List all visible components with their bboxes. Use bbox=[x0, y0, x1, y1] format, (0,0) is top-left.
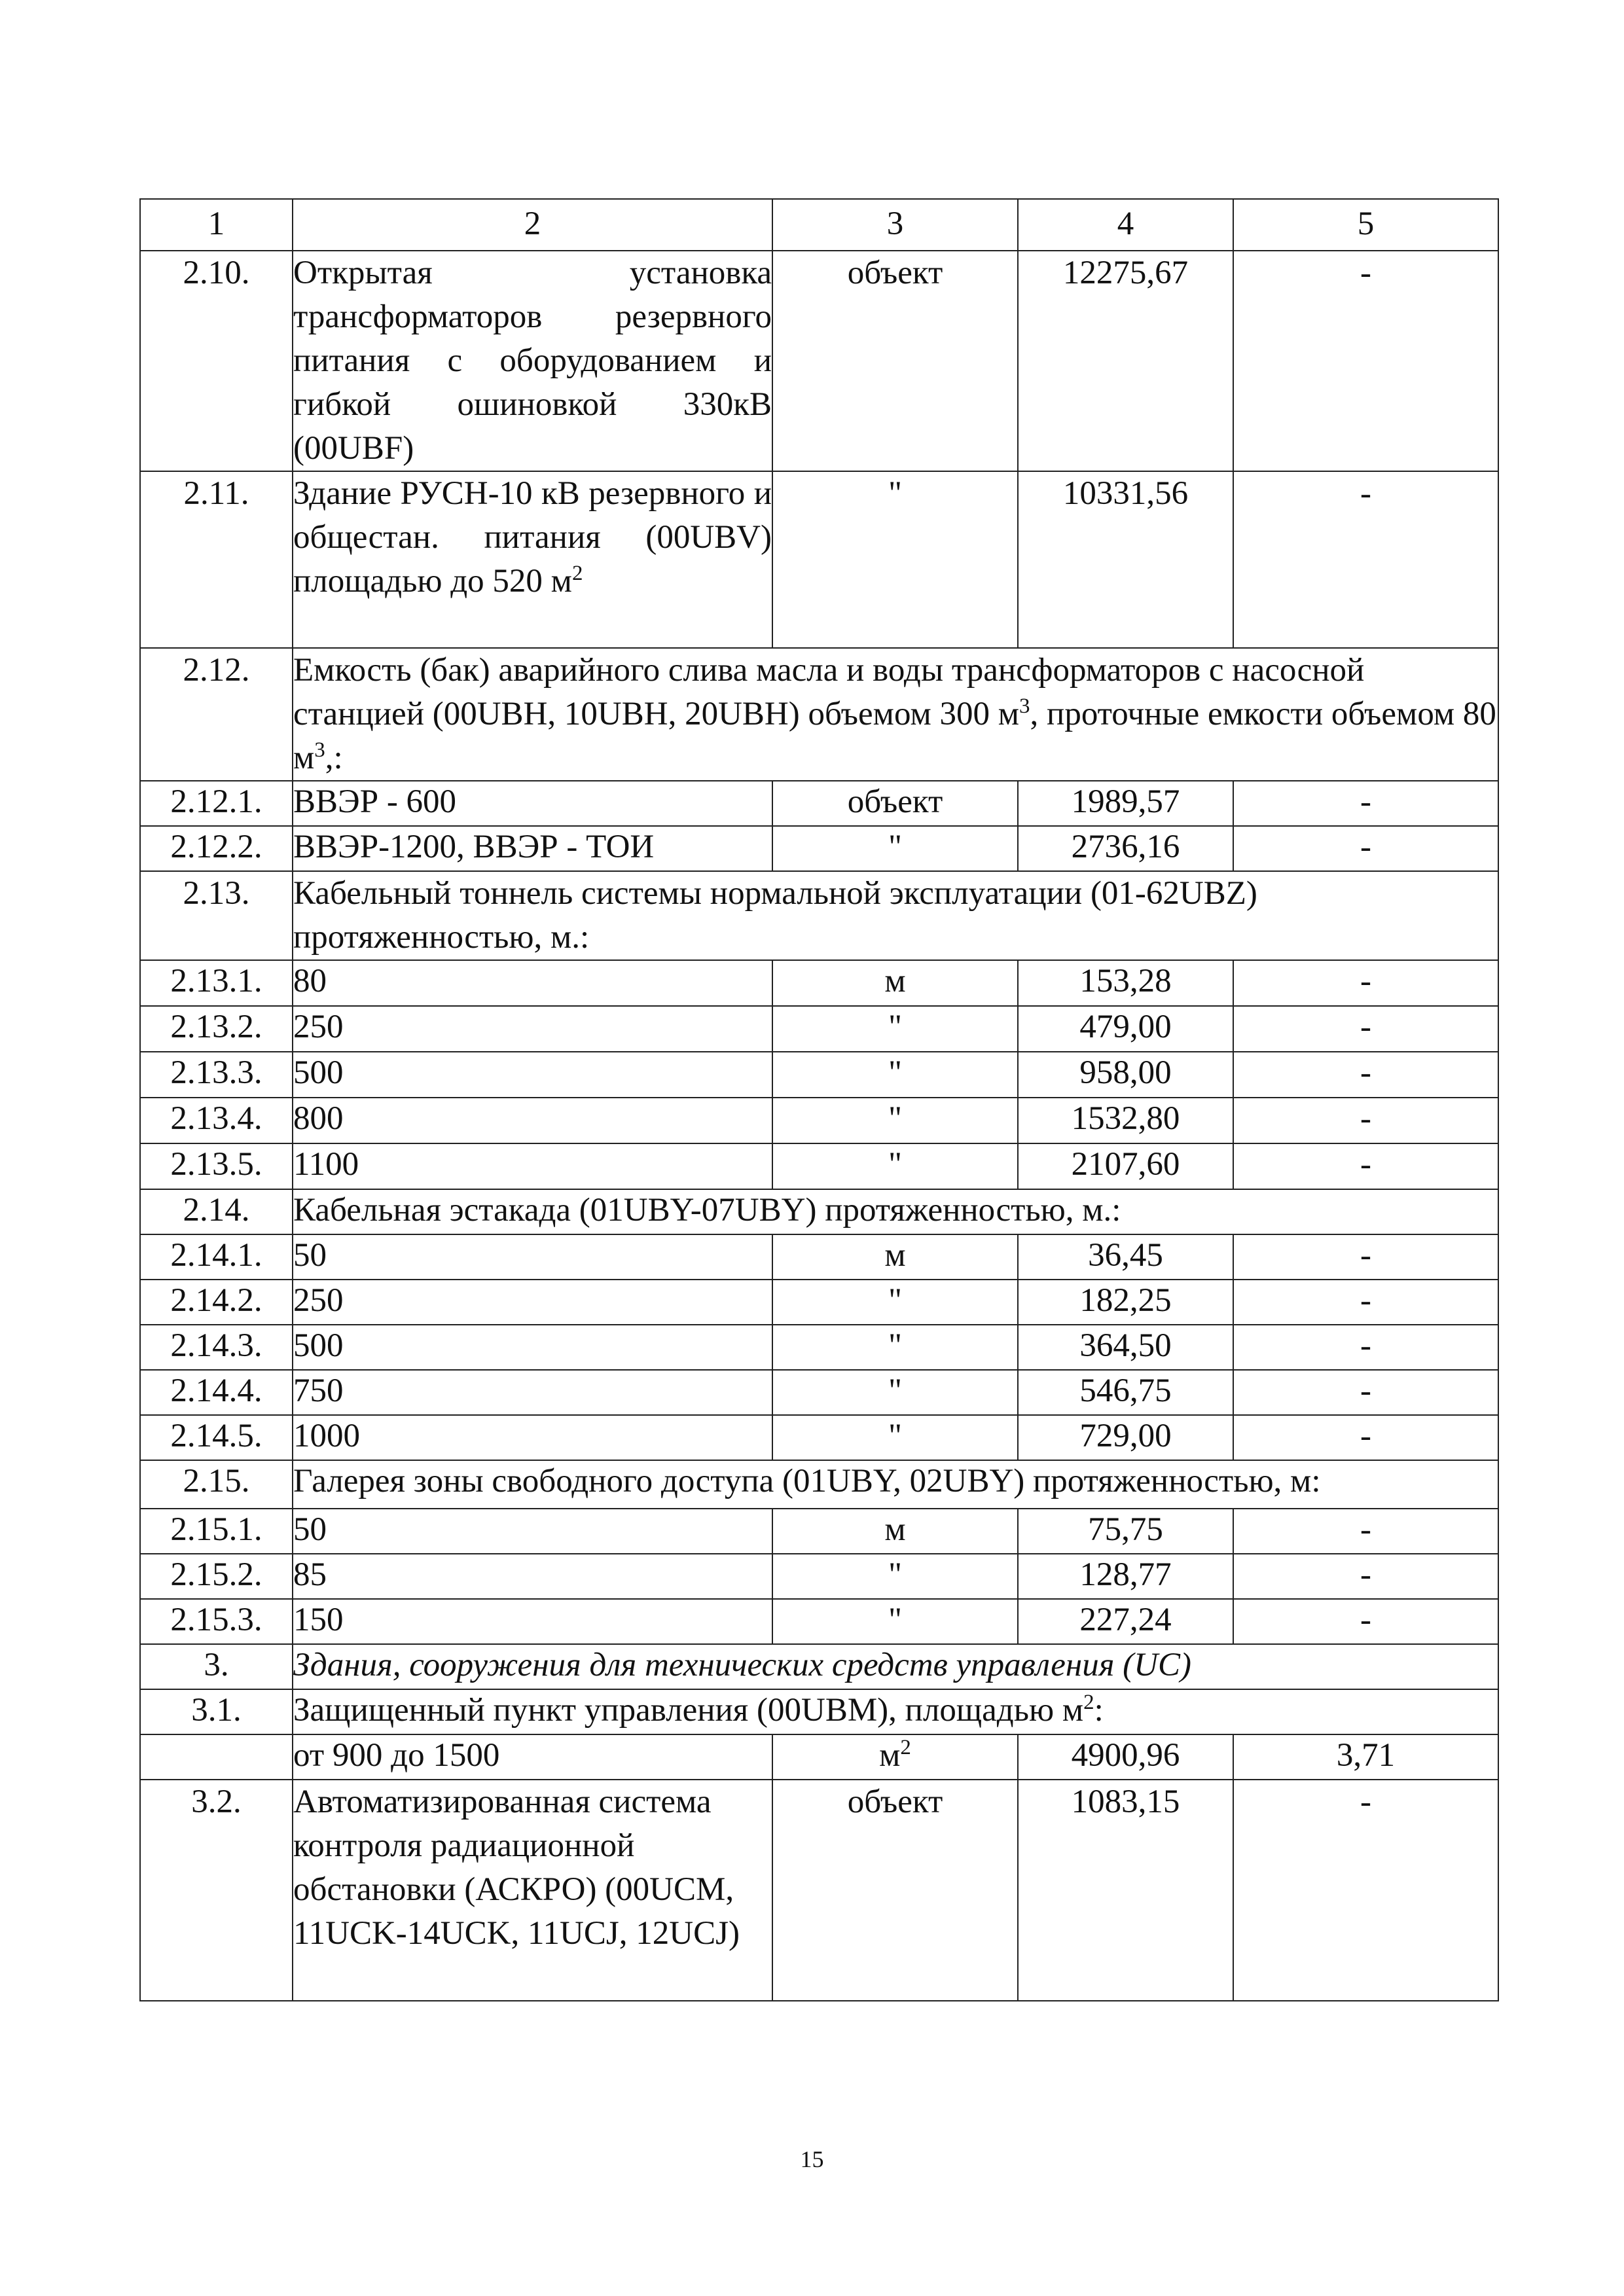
row-name: 250 bbox=[293, 1280, 772, 1325]
row-number: 2.14.4. bbox=[140, 1370, 293, 1415]
table-row bbox=[140, 1734, 1498, 1780]
table-row bbox=[140, 1098, 1498, 1143]
table-row bbox=[140, 960, 1498, 1006]
row-index: - bbox=[1233, 1509, 1498, 1554]
table-row bbox=[140, 1780, 1498, 2001]
row-number: 2.15.3. bbox=[140, 1599, 293, 1644]
row-value: 75,75 bbox=[1018, 1509, 1233, 1554]
row-number: 2.10. bbox=[140, 251, 293, 471]
section-row bbox=[140, 1460, 1498, 1509]
row-number: 2.12. bbox=[140, 648, 293, 781]
row-name: 750 bbox=[293, 1370, 772, 1415]
row-value: 2107,60 bbox=[1018, 1143, 1233, 1189]
row-index: - bbox=[1233, 1006, 1498, 1052]
superscript: 2 bbox=[900, 1736, 911, 1759]
table-row bbox=[140, 1370, 1498, 1415]
row-index: - bbox=[1233, 781, 1498, 826]
section-row bbox=[140, 648, 1498, 781]
row-index: - bbox=[1233, 1599, 1498, 1644]
section-title: Кабельная эстакада (01UBY-07UBY) протяженностью, м.: bbox=[293, 1189, 1498, 1234]
header-col-1: 1 bbox=[140, 199, 293, 251]
section-title: Кабельный тоннель системы нормальной эксплуатации (01-62UBZ) протяженностью, м.: bbox=[293, 871, 1498, 960]
row-name: 50 bbox=[293, 1234, 772, 1280]
row-name: 1100 bbox=[293, 1143, 772, 1189]
table-row bbox=[140, 826, 1498, 871]
row-number: 2.12.1. bbox=[140, 781, 293, 826]
section-text: , проточные емкости объемом 80 м bbox=[293, 696, 1496, 776]
page-number: 15 bbox=[800, 2146, 824, 2172]
row-value: 182,25 bbox=[1018, 1280, 1233, 1325]
table-row bbox=[140, 1143, 1498, 1189]
row-number: 2.15. bbox=[140, 1460, 293, 1509]
row-number: 2.13.3. bbox=[140, 1052, 293, 1098]
superscript: 2 bbox=[571, 562, 583, 585]
header-col-5: 5 bbox=[1233, 199, 1498, 251]
superscript: 2 bbox=[1083, 1691, 1094, 1714]
row-value: 729,00 bbox=[1018, 1415, 1233, 1460]
row-name: от 900 до 1500 bbox=[293, 1734, 772, 1780]
section-row bbox=[140, 1689, 1498, 1734]
table-row bbox=[140, 781, 1498, 826]
row-number: 2.14. bbox=[140, 1189, 293, 1234]
row-unit: " bbox=[772, 1415, 1018, 1460]
row-name: 500 bbox=[293, 1052, 772, 1098]
row-value: 2736,16 bbox=[1018, 826, 1233, 871]
row-index: - bbox=[1233, 1234, 1498, 1280]
row-name: 250 bbox=[293, 1006, 772, 1052]
table-row bbox=[140, 1554, 1498, 1599]
row-name: ВВЭР - 600 bbox=[293, 781, 772, 826]
row-unit: " bbox=[772, 1280, 1018, 1325]
superscript: 3 bbox=[1019, 694, 1030, 718]
row-value: 364,50 bbox=[1018, 1325, 1233, 1370]
table-row bbox=[140, 1006, 1498, 1052]
row-index: - bbox=[1233, 1780, 1498, 2001]
table-row bbox=[140, 471, 1498, 648]
row-unit: м bbox=[772, 1509, 1018, 1554]
row-name: 150 bbox=[293, 1599, 772, 1644]
row-value: 479,00 bbox=[1018, 1006, 1233, 1052]
row-name: Открытая установка трансформаторов резервного питания с оборудованием и гибкой ошиновкой 330кВ (00UBF) bbox=[293, 251, 772, 471]
row-unit: м bbox=[772, 960, 1018, 1006]
row-unit: объект bbox=[772, 1780, 1018, 2001]
row-number: 3.1. bbox=[140, 1689, 293, 1734]
section-title: Галерея зоны свободного доступа (01UBY, 02UBY) протяженностью, м: bbox=[293, 1460, 1498, 1509]
row-value: 1532,80 bbox=[1018, 1098, 1233, 1143]
row-value: 153,28 bbox=[1018, 960, 1233, 1006]
row-value: 10331,56 bbox=[1018, 471, 1233, 648]
row-number: 2.14.2. bbox=[140, 1280, 293, 1325]
row-name: Автоматизированная система контроля радиационной обстановки (АСКРО) (00UCM, 11UCK-14UCK, 11UCJ, 12UCJ) bbox=[293, 1780, 772, 2001]
row-value: 546,75 bbox=[1018, 1370, 1233, 1415]
row-unit-text: м bbox=[879, 1737, 901, 1774]
table-row bbox=[140, 1052, 1498, 1098]
row-unit: объект bbox=[772, 251, 1018, 471]
row-index: - bbox=[1233, 960, 1498, 1006]
row-number bbox=[140, 1734, 293, 1780]
row-unit: " bbox=[772, 1554, 1018, 1599]
row-unit: " bbox=[772, 1325, 1018, 1370]
row-unit: " bbox=[772, 1143, 1018, 1189]
row-value: 227,24 bbox=[1018, 1599, 1233, 1644]
row-index: - bbox=[1233, 471, 1498, 648]
row-number: 3. bbox=[140, 1644, 293, 1689]
row-name: ВВЭР-1200, ВВЭР - ТОИ bbox=[293, 826, 772, 871]
section-row bbox=[140, 1189, 1498, 1234]
table-row bbox=[140, 1325, 1498, 1370]
row-index: - bbox=[1233, 1325, 1498, 1370]
row-unit: " bbox=[772, 1370, 1018, 1415]
row-unit: м bbox=[772, 1234, 1018, 1280]
section-title bbox=[293, 1689, 1498, 1734]
row-value: 128,77 bbox=[1018, 1554, 1233, 1599]
header-col-3: 3 bbox=[772, 199, 1018, 251]
row-index: - bbox=[1233, 1554, 1498, 1599]
row-name: 800 bbox=[293, 1098, 772, 1143]
row-number: 2.13.2. bbox=[140, 1006, 293, 1052]
header-row bbox=[140, 199, 1498, 251]
section-text: Защищенный пункт управления (00UBM), площадью м bbox=[293, 1692, 1084, 1729]
row-number: 2.15.1. bbox=[140, 1509, 293, 1554]
table-row bbox=[140, 1280, 1498, 1325]
row-name bbox=[293, 471, 772, 648]
section-text: : bbox=[1094, 1692, 1104, 1729]
section-row bbox=[140, 871, 1498, 960]
section-text: Емкость (бак) аварийного слива масла и воды трансформаторов с насосной станцией (00UBH, 10UBH, 20UBH) объемом 300 м bbox=[293, 652, 1365, 732]
row-index: - bbox=[1233, 251, 1498, 471]
row-unit: объект bbox=[772, 781, 1018, 826]
row-value: 1083,15 bbox=[1018, 1780, 1233, 2001]
section-title bbox=[293, 648, 1498, 781]
row-unit bbox=[772, 1734, 1018, 1780]
row-unit: " bbox=[772, 1599, 1018, 1644]
superscript: 3 bbox=[314, 738, 325, 762]
table-row bbox=[140, 1599, 1498, 1644]
row-index: - bbox=[1233, 1052, 1498, 1098]
row-name: 85 bbox=[293, 1554, 772, 1599]
row-name: 50 bbox=[293, 1509, 772, 1554]
header-col-4: 4 bbox=[1018, 199, 1233, 251]
row-number: 2.13. bbox=[140, 871, 293, 960]
row-number: 2.15.2. bbox=[140, 1554, 293, 1599]
row-number: 2.13.5. bbox=[140, 1143, 293, 1189]
row-index: - bbox=[1233, 1280, 1498, 1325]
row-number: 2.13.1. bbox=[140, 960, 293, 1006]
row-unit: " bbox=[772, 471, 1018, 648]
row-index: 3,71 bbox=[1233, 1734, 1498, 1780]
row-value: 1989,57 bbox=[1018, 781, 1233, 826]
section-row bbox=[140, 1644, 1498, 1689]
row-number: 2.12.2. bbox=[140, 826, 293, 871]
row-unit: " bbox=[772, 826, 1018, 871]
row-number: 2.13.4. bbox=[140, 1098, 293, 1143]
row-index: - bbox=[1233, 1370, 1498, 1415]
row-unit: " bbox=[772, 1006, 1018, 1052]
row-unit: " bbox=[772, 1052, 1018, 1098]
row-name: 80 bbox=[293, 960, 772, 1006]
table-row bbox=[140, 1415, 1498, 1460]
row-value: 12275,67 bbox=[1018, 251, 1233, 471]
row-number: 2.14.5. bbox=[140, 1415, 293, 1460]
table-row bbox=[140, 1234, 1498, 1280]
section-text: ,: bbox=[325, 740, 343, 776]
row-name: 500 bbox=[293, 1325, 772, 1370]
row-value: 4900,96 bbox=[1018, 1734, 1233, 1780]
table-row bbox=[140, 251, 1498, 471]
price-table bbox=[139, 198, 1499, 2001]
row-index: - bbox=[1233, 826, 1498, 871]
row-unit: " bbox=[772, 1098, 1018, 1143]
row-name: 1000 bbox=[293, 1415, 772, 1460]
table-row bbox=[140, 1509, 1498, 1554]
row-number: 2.11. bbox=[140, 471, 293, 648]
header-col-2: 2 bbox=[293, 199, 772, 251]
row-number: 2.14.3. bbox=[140, 1325, 293, 1370]
section-title: Здания, сооружения для технических средств управления (UC) bbox=[293, 1644, 1498, 1689]
row-index: - bbox=[1233, 1098, 1498, 1143]
row-number: 3.2. bbox=[140, 1780, 293, 2001]
row-value: 36,45 bbox=[1018, 1234, 1233, 1280]
row-index: - bbox=[1233, 1415, 1498, 1460]
row-name-text: Здание РУСН-10 кВ резервного и общестан. питания (00UBV) площадью до 520 м bbox=[293, 475, 772, 600]
row-index: - bbox=[1233, 1143, 1498, 1189]
row-number: 2.14.1. bbox=[140, 1234, 293, 1280]
row-value: 958,00 bbox=[1018, 1052, 1233, 1098]
